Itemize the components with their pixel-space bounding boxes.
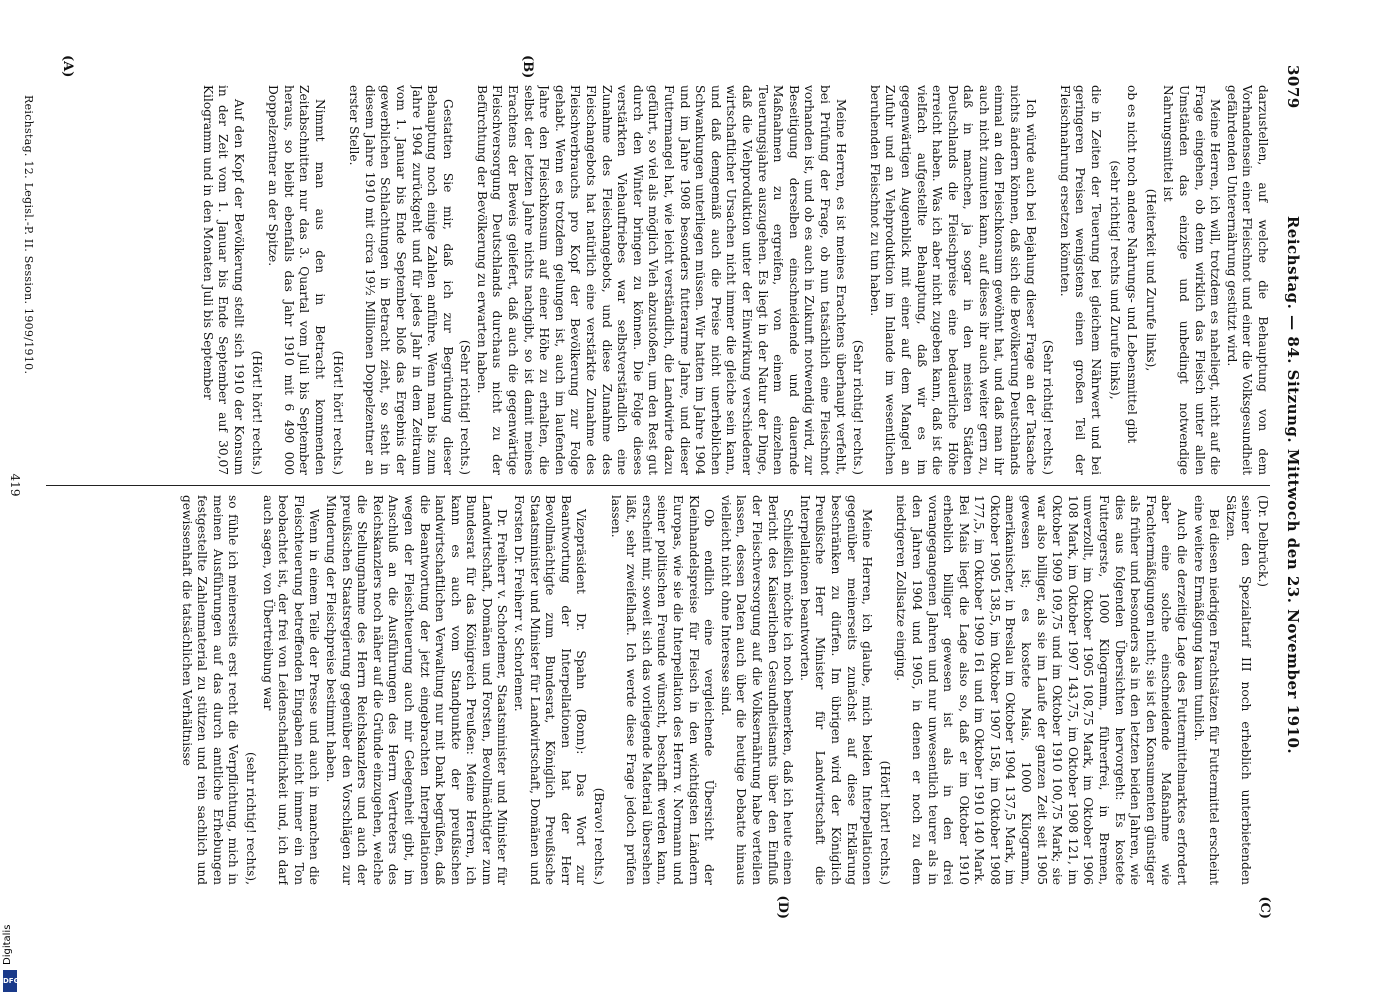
paragraph: Meine Herren, ich glaube, mich beiden Interpellationen gegenüber meinerseits zunächst auf diese Erklärung beschränken zu dürfen. Im übrigen wird der Königlich Preußische Herr Minister für Landwirtschaft die Interpellationen beantworten.: [797, 495, 875, 885]
paragraph: Meine Herren, ich will, trotzdem es naheliegt, nicht auf die Frage eingehen, ob denn wirklich das Fleisch unter allen Umständen das einzige und unbedingt notwendige Nahrungsmittel ist: [1161, 85, 1223, 475]
margin-marker-a: (A): [60, 55, 75, 78]
interjection: (sehr richtig! rechts),: [244, 751, 258, 885]
document-page: [0, 45, 1310, 925]
dfg-logo-icon: DFG: [3, 970, 17, 992]
paragraph: ob es nicht noch andere Nahrungs- und Lebensmittel gibt: [1125, 85, 1140, 444]
interjection: (Hört! hört! rechts.): [877, 760, 892, 885]
speaker-reference: (Dr. Delbrück.): [1256, 495, 1270, 587]
paragraph: so fühle ich meinerseits erst recht die Verpflichtung, mich in meinen Ausführungen auf das durch amtliche Erhebungen festgestellte Zahlenmaterial zu stützen und rein sachlich und gewissenhaft die tatsächlichen Verhältnisse: [179, 495, 241, 885]
paragraph: Nimmt man aus den in Betracht kommenden Zeitabschnitten nur das 3. Quartal vom Juli bis September heraus, so bleibt ebenfalls das Jahr 1910 mit 6 490 000 Doppelzentner an der Spitze.: [266, 85, 327, 475]
paragraph: darzustellen, auf welche die Behauptung von dem Vorhandensein einer Fleischnot und einer die Volksgesundheit gefährdenden Unterernährung gestützt wird.: [1224, 85, 1270, 475]
margin-marker-c: (C): [1257, 896, 1272, 919]
interjection: (Bravo! rechts.): [592, 787, 607, 885]
paragraph: Meine Herren, es ist meines Erachtens überhaupt verfehlt, bei Prüfung der Frage, ob nun tatsächlich eine Fleischnot vorhanden ist, und ob es auch in Zukunft notwendig wird, zur Beseitigung derselben einschneidende und dauernde Maßnahmen zu ergreifen, von einem einzelnen Teuerungsjahre auszugehen. Es liegt in der Natur der Dinge, daß die Viehproduktion unter der Einwirkung verschiedener wirtschaftlicher Ursachen nicht immer die gleiche sein kann, und daß demgemäß auch die Preise nicht unerheblichen Schwankungen unterliegen müssen. Wir hatten im Jahre 1904 und im Jahre 1908 besonders futterarme Jahre, und dieser Futtermangel hat, wie leicht verständlich, die Landwirte dazu geführt, so viel als möglich Vieh abzustoßen, um den Rest gut durch den Winter bringen zu können. Die Folge dieses verstärkten Viehauftriebes war selbstverständlich eine Zunahme des Fleischangebots, und diese Zunahme des Fleischangebots hat natürlich eine verstärkte Zunahme des Fleischverbrauchs pro Kopf der Bevölkerung zur Folge gehabt. Wenn es trotzdem gelungen ist, auch im laufenden Jahre den Fleischkonsum auf einer Höhe zu erhalten, die selbst der letzten Jahre nichts nachgibt, so ist damit meines Erachtens der Beweis geliefert, daß auch die gegenwärtige Fleischversorgung Deutschlands durchaus nicht zu der Befürchtung der Bevölkerung zu erwarten haben.: [474, 85, 848, 475]
interjection: (Sehr richtig! rechts.): [851, 339, 866, 475]
interjection: (Sehr richtig! rechts.): [458, 339, 473, 475]
paragraph: Ich würde auch bei Bejahung dieser Frage an der Tatsache nichts ändern können, daß sich die Bevölkerung Deutschlands einmal an den Fleischkonsum gewöhnt hat, und daß man ihr auch nicht zumuten kann, auf dieses ihr auch weiter gern zu, daß in manchen, ja sogar in den meisten Städten Deutschlands die Fleischpreise eine bedauerliche Höhe erreicht haben. Was ich aber nicht zugeben kann, daß ist die vielfach aufgestellte Behauptung, daß wir es im gegenwärtigen Augenblick mit einer auf dem Mangel an Zufuhr und an Viehproduktion im Inlande im wesentlichen beruhenden Fleischnot zu tun haben.: [867, 85, 1038, 475]
paragraph: Schließlich möchte ich noch bemerken, daß ich heute einen Bericht des Kaiserlichen Gesundheitsamts über den Einfluß der Fleischversorgung auf die Volksernährung habe verteilen lassen, dessen Daten auch über die heutige Debatte hinaus vielleicht nicht ohne Interesse sind.: [718, 495, 796, 885]
folio-number: 419: [8, 473, 22, 497]
running-title: Reichstag. — 84. Sitzung. Mittwoch den 23. November 1910.: [1284, 215, 1302, 755]
paragraph: Auch die derzeitige Lage des Futtermittelmarktes erfordert aber eine solche einschneidende Maßnahme wie Frachtermäßigungen nicht; sie ist den Konsumenten günstiger als früher und besonders als in den letzten beiden Jahren, wie dies aus folgenden Übersichten hervorgeht: Es kostete Futtergerste, 1000 Kilogramm, führerfrei, in Bremen, unverzollt, im Oktober 1905 108,75 Mark, im Oktober 1906 108 Mark, im Oktober 1907 143,75, im Oktober 1908 121, im Oktober 1909 109,75 und im Oktober 1910 100,75 Mark; sie war also billiger, als sie im Laufe der ganzen Zeit seit 1905 gewesen ist; es kostete Mais, 1000 Kilogramm, amerikanischer, in Breslau im Oktober 1904 137,5 Mark, im Oktober 1905 138,5, im Oktober 1907 158, im Oktober 1908 177,5, im Oktober 1909 161 und im Oktober 1910 140 Mark. Bei Mais liegt die Lage also so, daß er im Oktober 1910 erheblich billiger gewesen ist als in den drei vorangegangenen Jahren und nur unwesentlich teurer als in den Jahren 1904 und 1905, in denen er noch zu dem niedrigeren Zollsatze einging.: [894, 495, 1190, 885]
paragraph: die in Zeiten der Teuerung bei gleichem Nährwert und bei geringeren Preisen wenigstens einen großen Teil der Fleischnahrung ersetzen könnten.: [1057, 85, 1104, 475]
column-left: [40, 495, 1270, 885]
paragraph: Gestatten Sie mir, daß ich zur Begründung dieser Behauptung noch einige Zahlen anführe. Wenn man bis zum Jahre 1904 zurückgeht und für jedes Jahr in dem Zeitraum vom 1. Januar bis Ende September bloß das Ergebnis der gewerblichen Schlachtungen in Betracht zieht, so steht in diesem Jahre 1910 mit circa 19½ Millionen Doppelzentner an erster Stelle.: [347, 85, 455, 475]
paragraph: Dr. Freiherr v. Schorlemer, Staatsminister und Minister für Landwirtschaft, Domänen und Forsten, Bevollmächtigter zum Bundesrat für das Königreich Preußen: Meine Herren, ich kann es auch vom Standpunkte der preußischen landwirtschaftlichen Verwaltung nur mit Dank begrüßen, daß die Beantwortung der jetzt eingebrachten Interpellationen wegen der Fleischteuerung auch mir Gelegenheit gibt, im Anschluß an die Ausführungen des Herrn Vertreters des Reichskanzlers noch näher auf die Gründe einzugehen, welche die Stellungnahme des Herrn Reichskanzlers und auch der preußischen Staatsregierung gegenüber den Vorschlägen zur Minderung der Fleischpreise bestimmt haben.: [323, 495, 510, 885]
column-divider: [46, 485, 1270, 486]
paragraph: Auf den Kopf der Bevölkerung stellt sich 1910 der Konsum in der Zeit vom 1. Januar bis Ende September auf 30,07 Kilogramm und in den Monaten Juli bis September: [200, 85, 246, 475]
interjection: (Sehr richtig! rechts.): [1041, 339, 1056, 475]
interjection: (Heiterkeit und Zurufe links),: [1143, 188, 1158, 372]
page-header: [1280, 65, 1302, 905]
page-number: 3079: [1284, 65, 1302, 109]
column-right: [40, 85, 1270, 475]
margin-marker-d: (D): [775, 895, 790, 919]
margin-marker-b: (B): [520, 55, 535, 79]
paragraph: seiner den Spezialtarif III noch erheblich unterbietenden Sätzen.: [1223, 495, 1254, 885]
paragraph: Ob endlich eine vergleichende Übersicht der Kleinhandelspreise für Fleisch in den wichtigsten Ländern Europas, wie sie die Interpellation des Herrn v. Normann und seiner politischen Freunde wünscht, beschafft werden kann, erscheint mir, soweit sich das vorliegende Material übersehen läßt, sehr zweifelhaft. Ich werde diese Frage jedoch prüfen lassen.: [608, 495, 717, 885]
paragraph: Wenn in einem Teile der Presse und auch in manchen die Fleischteuerung betreffenden Eingaben nicht immer ein Ton beobachtet ist, der frei von Leidenschaftlichkeit und, ich darf auch sagen, von Übertreibung war: [260, 495, 322, 885]
interjection: (Hört! hört! rechts.): [249, 350, 264, 475]
paragraph: Vizepräsident Dr. Spahn (Bonn): Das Wort zur Beantwortung der Interpellationen hat der Herr Bevollmächtigte zum Bundesrat, Königlich Preußische Staatsminister und Minister für Landwirtschaft, Domänen und Forsten Dr. Freiherr v. Schorlemer.: [512, 495, 589, 885]
interjection: (Hört! hört! rechts.): [330, 350, 345, 475]
interjection: (sehr richtig! rechts und Zurufe links),: [1107, 160, 1122, 400]
source-note: Reichstag. 12. Legisl.-P. II. Session. 1909/1910.: [22, 95, 35, 375]
paragraph: Bei diesen niedrigen Frachtsätzen für Futtermittel erscheint eine weitere Ermäßigung kaum tunlich.: [1191, 495, 1222, 885]
